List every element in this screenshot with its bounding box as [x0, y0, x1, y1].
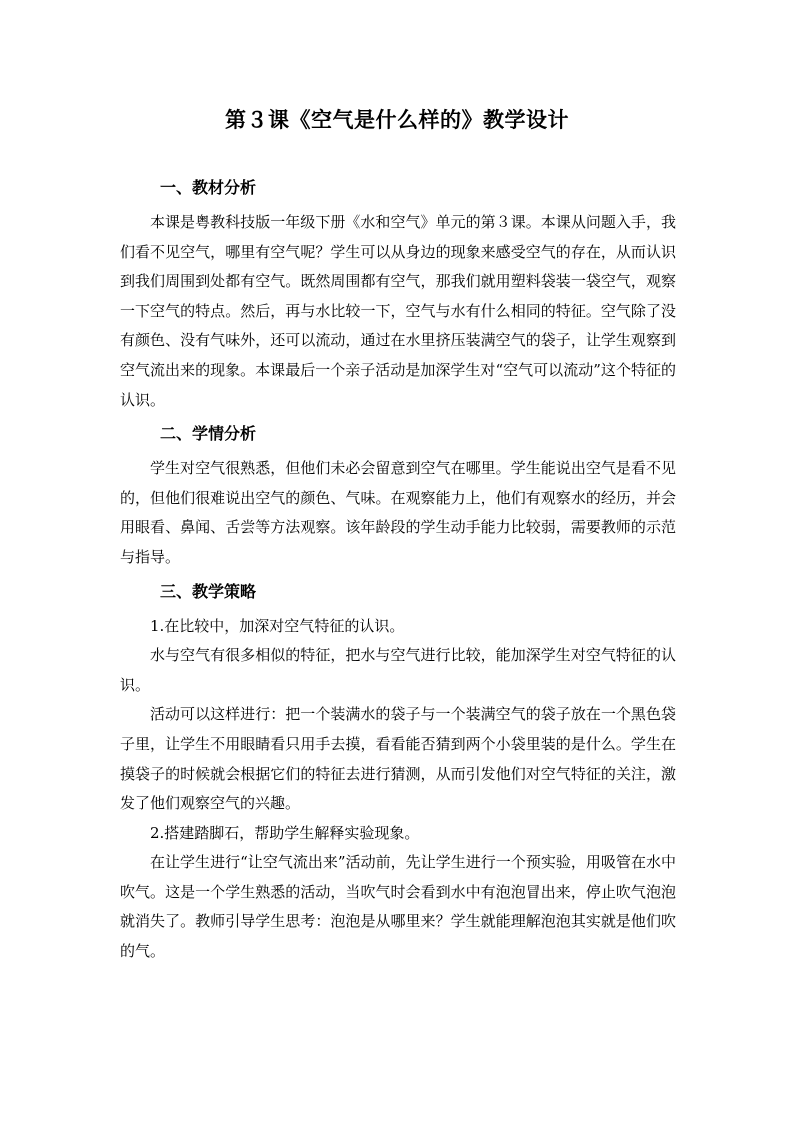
- document-body: [120, 170, 676, 967]
- paragraph: 活动可以这样进行：把一个装满水的袋子与一个装满空气的袋子放在一个黑色袋子里，让学生不用眼睛看只用手去摸，看看能否猜到两个小袋里装的是什么。学生在摸袋子的时候就会根据它们的特征去进行猜测，从而引发他们对空气特征的关注，激发了他们观察空气的兴趣。: [120, 705, 676, 813]
- section-heading-textbook-analysis: 一、教材分析: [160, 178, 257, 197]
- paragraph: 本课是粤教科技版一年级下册《水和空气》单元的第３课。本课从问题入手，我们看不见空气，哪里有空气呢？学生可以从身边的现象来感受空气的存在，从而认识到我们周围到处都有空气。既然周围都有空气，那我们就用塑料袋装一袋空气，观察一下空气的特点。然后，再与水比较一下，空气与水有什么相同的特征。空气除了没有颜色、没有气味外，还可以流动，通过在水里挤压装满空气的袋子，让学生观察到空气流出来的现象。本课最后一个亲子活动是加深学生对“空气可以流动”这个特征的认识。: [120, 213, 676, 409]
- paragraph: 在让学生进行“让空气流出来”活动前，先让学生进行一个预实验，用吸管在水中吹气。这是一个学生熟悉的活动，当吹气时会看到水中有泡泡冒出来，停止吹气泡泡就消失了。教师引导学生思考：泡泡是从哪里来？学生就能理解泡泡其实就是他们吹的气。: [120, 853, 676, 961]
- paragraph: 1.在比较中，加深对空气特征的认识。: [150, 616, 405, 635]
- section-heading-student-analysis: 二、学情分析: [160, 424, 257, 444]
- paragraph: 水与空气有很多相似的特征，把水与空气进行比较，能加深学生对空气特征的认识。: [120, 646, 676, 694]
- section-heading-teaching-strategy: 三、教学策略: [160, 581, 257, 601]
- paragraph: 学生对空气很熟悉，但他们未必会留意到空气在哪里。学生能说出空气是看不见的，但他们很难说出空气的颜色、气味。在观察能力上，他们有观察水的经历，并会用眼看、鼻闻、舌尝等方法观察。该年龄段的学生动手能力比较弱，需要教师的示范与指导。: [120, 459, 676, 566]
- document-title: 第３课《空气是什么样的》教学设计: [225, 107, 569, 132]
- paragraph: 2.搭建踏脚石，帮助学生解释实验现象。: [150, 823, 420, 842]
